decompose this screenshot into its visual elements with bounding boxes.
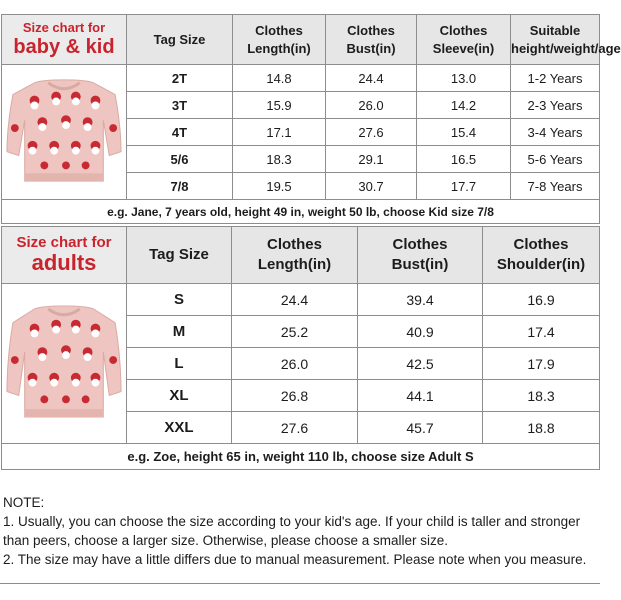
adults-header-tag-size: Tag Size (127, 227, 232, 284)
adults-shoulder: 17.9 (483, 348, 600, 380)
kids-length: 19.5 (233, 173, 326, 200)
adults-tag-size: L (127, 348, 232, 380)
kids-sleeve: 14.2 (417, 92, 511, 119)
adults-bust: 39.4 (358, 284, 483, 316)
adults-header-shoulder: Clothes Shoulder(in) (483, 227, 600, 284)
adults-length: 27.6 (232, 412, 358, 444)
adults-bust: 40.9 (358, 316, 483, 348)
kids-tag-size: 7/8 (127, 173, 233, 200)
kids-size-example: e.g. Jane, 7 years old, height 49 in, weight 50 lb, choose Kid size 7/8 (2, 200, 600, 224)
adults-header-bust: Clothes Bust(in) (358, 227, 483, 284)
kids-suitable: 3-4 Years (511, 119, 600, 146)
kids-tag-size: 2T (127, 65, 233, 92)
kids-suitable: 1-2 Years (511, 65, 600, 92)
kids-bust: 27.6 (326, 119, 417, 146)
adults-tag-size: XXL (127, 412, 232, 444)
kids-sweater-image (2, 65, 127, 200)
kids-tag-size: 4T (127, 119, 233, 146)
adults-shoulder: 17.4 (483, 316, 600, 348)
adults-bust: 42.5 (358, 348, 483, 380)
adults-chart-title (2, 227, 127, 284)
adults-tag-size: S (127, 284, 232, 316)
kids-length: 14.8 (233, 65, 326, 92)
adults-size-chart (1, 226, 600, 470)
bottom-divider (0, 583, 600, 584)
adults-tag-size: M (127, 316, 232, 348)
table-row (2, 65, 600, 92)
adults-sweater-image (2, 284, 127, 444)
kids-sleeve: 16.5 (417, 146, 511, 173)
adults-title-line2: adults (31, 250, 97, 276)
kids-sleeve: 13.0 (417, 65, 511, 92)
kids-length: 15.9 (233, 92, 326, 119)
table-row (2, 284, 600, 316)
kids-length: 17.1 (233, 119, 326, 146)
notes-line-1: 1. Usually, you can choose the size according to your kid's age. If your child is taller and stronger (3, 514, 581, 529)
size-notes (3, 493, 603, 569)
adults-shoulder: 16.9 (483, 284, 600, 316)
kids-chart-title (2, 15, 127, 65)
kids-bust: 30.7 (326, 173, 417, 200)
kids-header-length: Clothes Length(in) (233, 15, 326, 65)
kids-header-suitable: Suitable height/weight/age (511, 15, 600, 65)
adults-bust: 45.7 (358, 412, 483, 444)
kids-sleeve: 15.4 (417, 119, 511, 146)
notes-heading: NOTE: (3, 495, 45, 510)
kids-suitable: 2-3 Years (511, 92, 600, 119)
adults-tag-size: XL (127, 380, 232, 412)
notes-line-2: than peers, choose a larger size. Otherwise, please choose a smaller size. (3, 533, 448, 548)
kids-bust: 24.4 (326, 65, 417, 92)
adults-length: 25.2 (232, 316, 358, 348)
adults-title-line1: Size chart for (16, 233, 112, 251)
kids-header-tag-size: Tag Size (127, 15, 233, 65)
adults-length: 26.8 (232, 380, 358, 412)
adults-length: 24.4 (232, 284, 358, 316)
kids-suitable: 7-8 Years (511, 173, 600, 200)
kids-tag-size: 3T (127, 92, 233, 119)
kids-length: 18.3 (233, 146, 326, 173)
adults-sweater-picture (5, 296, 123, 426)
adults-shoulder: 18.3 (483, 380, 600, 412)
adults-length: 26.0 (232, 348, 358, 380)
adults-shoulder: 18.8 (483, 412, 600, 444)
kids-bust: 29.1 (326, 146, 417, 173)
adults-bust: 44.1 (358, 380, 483, 412)
kids-header-sleeve: Clothes Sleeve(in) (417, 15, 511, 65)
adults-header-length: Clothes Length(in) (232, 227, 358, 284)
kids-title-line1: Size chart for (22, 20, 106, 36)
kids-title-line2: baby & kid (13, 35, 115, 58)
kids-sleeve: 17.7 (417, 173, 511, 200)
kids-bust: 26.0 (326, 92, 417, 119)
notes-line-3: 2. The size may have a little differs due to manual measurement. Please note when you measure. (3, 552, 587, 567)
kids-size-chart (1, 14, 621, 224)
kids-sweater-picture (5, 71, 123, 189)
adults-size-example: e.g. Zoe, height 65 in, weight 110 lb, choose size Adult S (2, 444, 600, 470)
kids-suitable: 5-6 Years (511, 146, 600, 173)
kids-header-bust: Clothes Bust(in) (326, 15, 417, 65)
kids-tag-size: 5/6 (127, 146, 233, 173)
